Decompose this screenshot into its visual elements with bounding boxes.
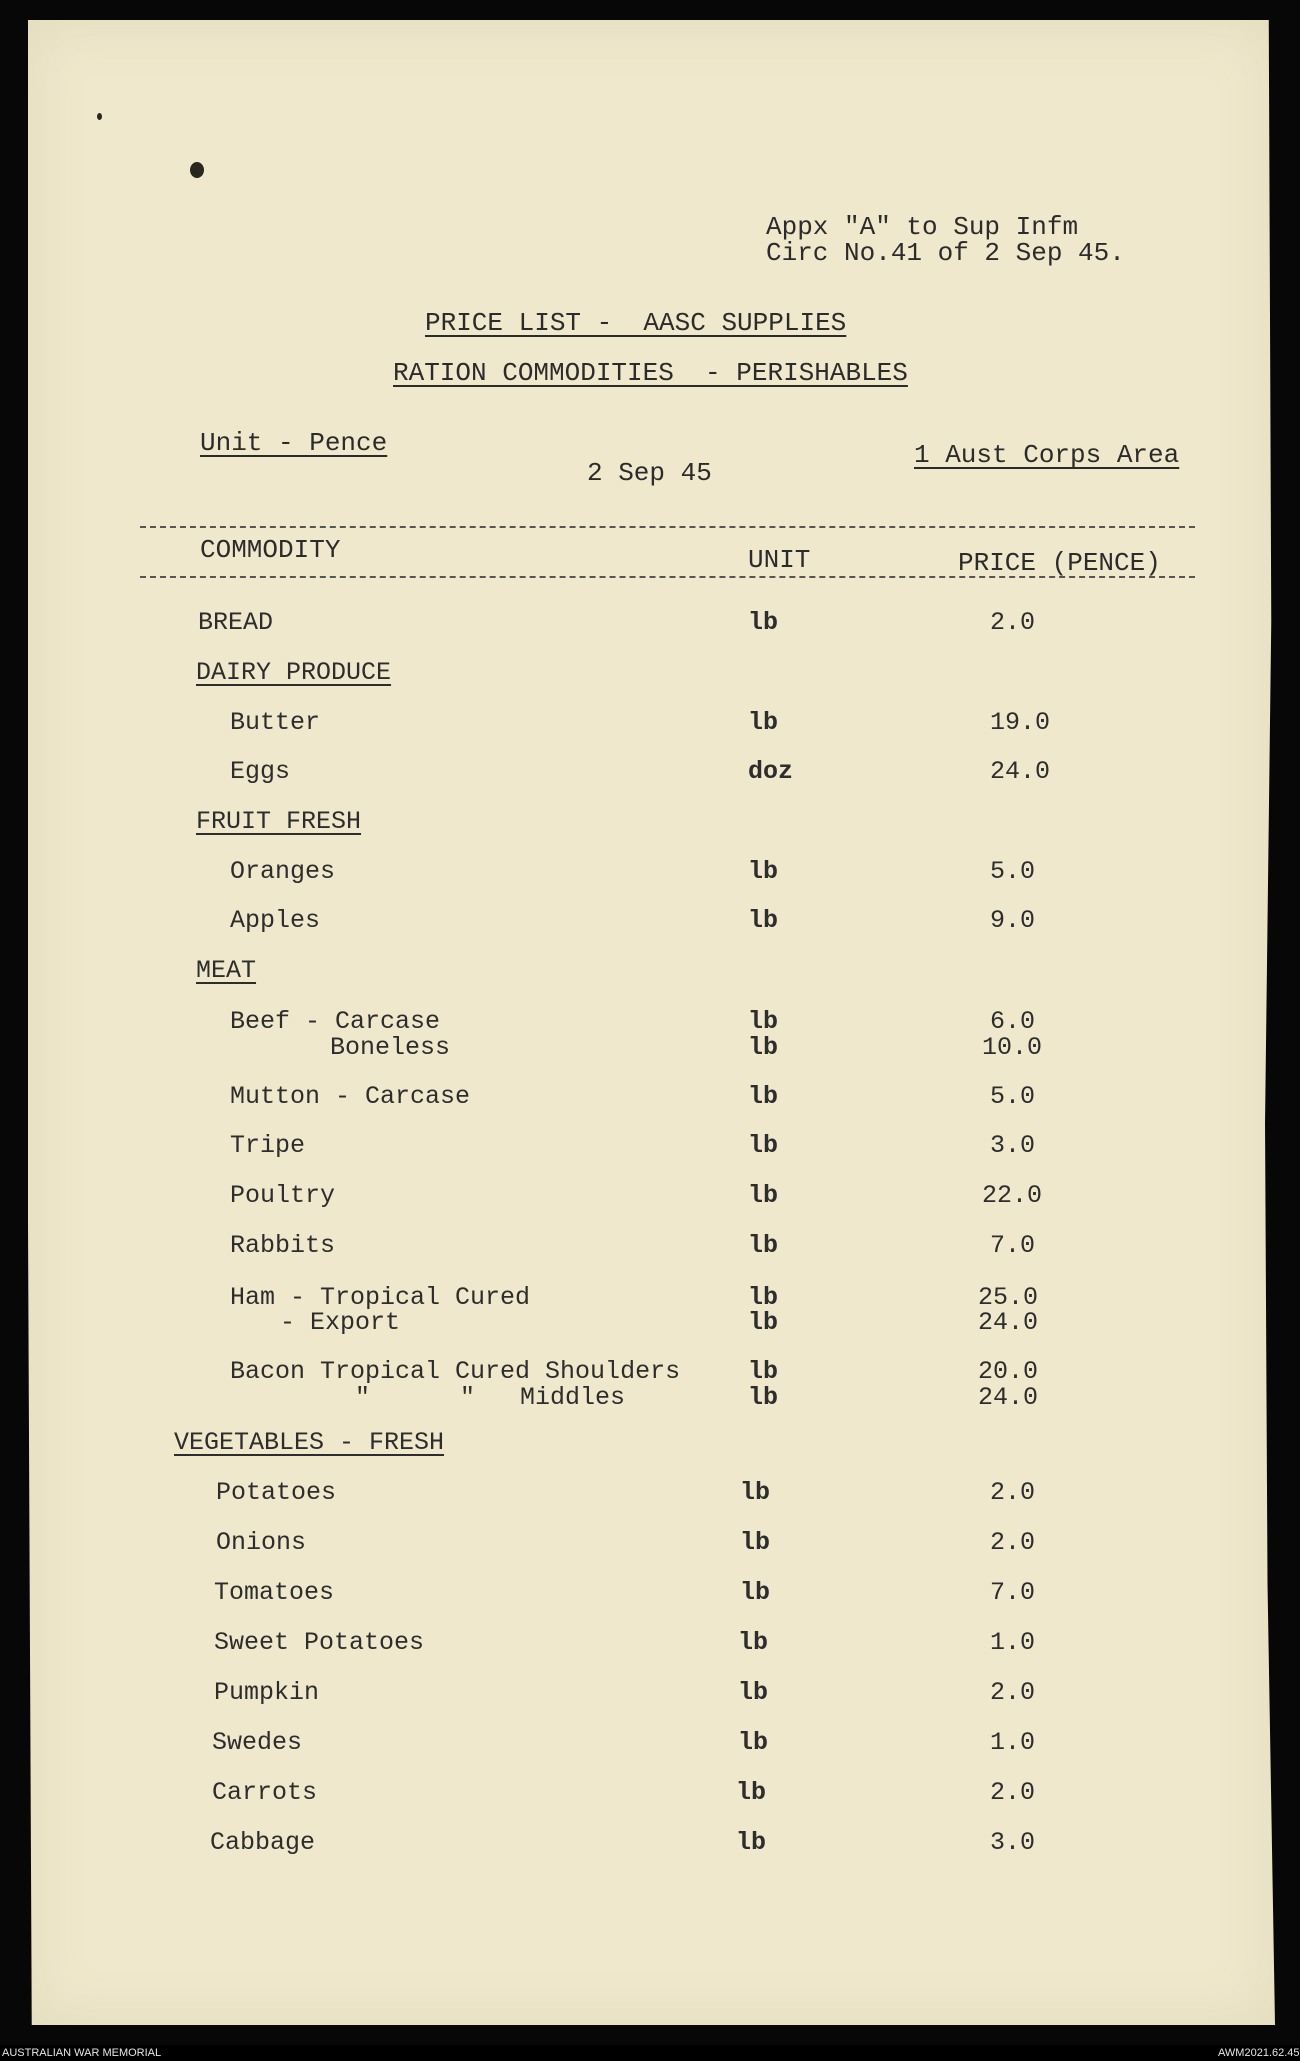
commodity-unit: lb — [740, 1578, 771, 1607]
commodity-name: Carrots — [212, 1778, 318, 1807]
commodity-price: 9.0 — [990, 906, 1036, 935]
commodity-name: Tomatoes — [214, 1578, 335, 1607]
commodity-unit: lb — [748, 1082, 779, 1111]
commodity-unit: lb — [748, 1383, 779, 1412]
commodity-price: 1.0 — [990, 1628, 1036, 1657]
section-heading: FRUIT FRESH — [196, 807, 362, 836]
list-item — [0, 1082, 1300, 1122]
commodity-name: Rabbits — [230, 1231, 336, 1260]
commodity-name: Onions — [216, 1528, 307, 1557]
commodity-unit: lb — [748, 1283, 779, 1312]
commodity-price: 19.0 — [990, 708, 1051, 737]
commodity-name: Apples — [230, 906, 321, 935]
list-item — [0, 906, 1300, 946]
commodity-name: Boneless — [330, 1033, 451, 1062]
commodity-price: 3.0 — [990, 1131, 1036, 1160]
date-label: 2 Sep 45 — [587, 458, 712, 488]
commodity-price: 5.0 — [990, 857, 1036, 886]
commodity-unit: lb — [748, 1131, 779, 1160]
area-label: 1 Aust Corps Area — [914, 440, 1180, 470]
commodity-price: 10.0 — [982, 1033, 1043, 1062]
commodity-name: Ham - Tropical Cured — [230, 1283, 531, 1312]
list-item — [0, 1628, 1300, 1668]
list-item — [0, 1383, 1300, 1423]
commodity-unit: lb — [748, 857, 779, 886]
commodity-price: 20.0 — [978, 1357, 1039, 1386]
commodity-name: Pumpkin — [214, 1678, 320, 1707]
commodity-price: 7.0 — [990, 1231, 1036, 1260]
paper-mark — [97, 113, 102, 120]
list-item — [0, 857, 1300, 897]
rule-bottom — [140, 576, 1195, 578]
paper-mark — [190, 162, 204, 178]
commodity-name: Potatoes — [216, 1478, 337, 1507]
commodity-name: Cabbage — [210, 1828, 316, 1857]
commodity-name: BREAD — [198, 608, 274, 637]
commodity-unit: lb — [748, 708, 779, 737]
page-title: PRICE LIST - AASC SUPPLIES — [425, 308, 847, 338]
list-item — [0, 1308, 1300, 1348]
commodity-unit: lb — [748, 1308, 779, 1337]
commodity-unit: lb — [738, 1628, 769, 1657]
list-item — [0, 1231, 1300, 1271]
commodity-price: 24.0 — [990, 757, 1051, 786]
list-item — [0, 1033, 1300, 1073]
section-heading: VEGETABLES - FRESH — [174, 1428, 445, 1457]
commodity-unit: doz — [748, 757, 794, 786]
list-item — [0, 757, 1300, 797]
unit-label: Unit - Pence — [200, 428, 388, 458]
commodity-price: 7.0 — [990, 1578, 1036, 1607]
col-commodity: COMMODITY — [200, 535, 341, 565]
commodity-unit: lb — [736, 1828, 767, 1857]
commodity-name: Oranges — [230, 857, 336, 886]
commodity-price: 5.0 — [990, 1082, 1036, 1111]
list-item — [0, 608, 1300, 648]
list-item — [0, 708, 1300, 748]
commodity-name: Sweet Potatoes — [214, 1628, 425, 1657]
list-item — [0, 1678, 1300, 1718]
footer-accession: AWM2021.62.45 — [1218, 2047, 1300, 2059]
list-item — [0, 1478, 1300, 1518]
commodity-name: Mutton - Carcase — [230, 1082, 471, 1111]
commodity-unit: lb — [738, 1728, 769, 1757]
commodity-name: Swedes — [212, 1728, 303, 1757]
commodity-price: 24.0 — [978, 1383, 1039, 1412]
commodity-price: 2.0 — [990, 1478, 1036, 1507]
rule-top — [140, 526, 1195, 528]
list-item — [0, 1181, 1300, 1221]
commodity-name: Beef - Carcase — [230, 1007, 441, 1036]
commodity-unit: lb — [748, 1181, 779, 1210]
section-heading: MEAT — [196, 956, 257, 985]
commodity-price: 1.0 — [990, 1728, 1036, 1757]
commodity-name: Poultry — [230, 1181, 336, 1210]
commodity-unit: lb — [748, 906, 779, 935]
commodity-name: Tripe — [230, 1131, 306, 1160]
commodity-unit: lb — [748, 1033, 779, 1062]
commodity-price: 25.0 — [978, 1283, 1039, 1312]
section-heading: DAIRY PRODUCE — [196, 658, 392, 687]
commodity-unit: lb — [740, 1478, 771, 1507]
commodity-name: Bacon Tropical Cured Shoulders — [230, 1357, 681, 1386]
commodity-name: Butter — [230, 708, 321, 737]
list-item — [0, 1578, 1300, 1618]
col-unit: UNIT — [748, 545, 811, 575]
list-item — [0, 1828, 1300, 1868]
commodity-price: 2.0 — [990, 608, 1036, 637]
col-price: PRICE (PENCE) — [958, 548, 1161, 578]
commodity-unit: lb — [740, 1528, 771, 1557]
commodity-name: Eggs — [230, 757, 291, 786]
commodity-unit: lb — [738, 1678, 769, 1707]
commodity-price: 24.0 — [978, 1308, 1039, 1337]
commodity-price: 2.0 — [990, 1778, 1036, 1807]
page-subtitle: RATION COMMODITIES - PERISHABLES — [393, 358, 908, 388]
commodity-price: 2.0 — [990, 1678, 1036, 1707]
commodity-price: 6.0 — [990, 1007, 1036, 1036]
commodity-unit: lb — [748, 1231, 779, 1260]
commodity-name: - Export — [280, 1308, 401, 1337]
commodity-price: 3.0 — [990, 1828, 1036, 1857]
list-item — [0, 1131, 1300, 1171]
appendix-line-1: Appx "A" to Sup Infm — [766, 212, 1079, 242]
commodity-price: 22.0 — [982, 1181, 1043, 1210]
commodity-unit: lb — [748, 608, 779, 637]
list-item — [0, 1778, 1300, 1818]
footer-credit: AUSTRALIAN WAR MEMORIAL — [2, 2047, 162, 2059]
commodity-unit: lb — [736, 1778, 767, 1807]
commodity-unit: lb — [748, 1007, 779, 1036]
list-item — [0, 1528, 1300, 1568]
commodity-name: " " Middles — [355, 1383, 626, 1412]
appendix-line-2: Circ No.41 of 2 Sep 45. — [766, 238, 1125, 268]
commodity-price: 2.0 — [990, 1528, 1036, 1557]
commodity-unit: lb — [748, 1357, 779, 1386]
list-item — [0, 1728, 1300, 1768]
